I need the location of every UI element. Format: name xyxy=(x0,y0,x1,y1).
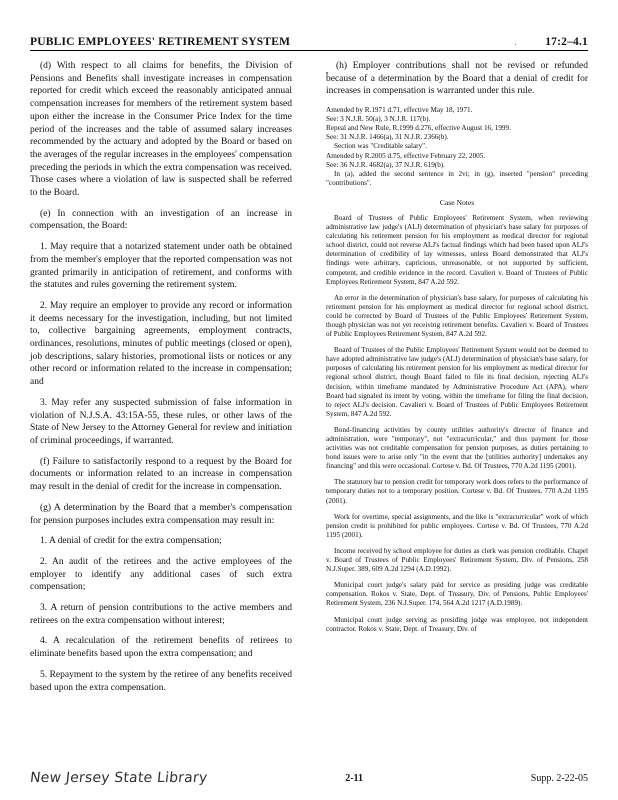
paragraph-e-1: 1. May require that a notarized statement under oath be obtained from the member's employer that the reported compensation was not granted primarily in anticipation of retirement, and conforms with the statutes and rules governing the retirement system. xyxy=(30,242,292,291)
history-line: Amended by R.1971 d.71, effective May 18, 1971. xyxy=(326,106,473,115)
scan-speck xyxy=(326,72,328,74)
paragraph-f: (f) Failure to satisfactorily respond to a request by the Board for documents or information related to an increase in compensation may result in the denial of credit for the increase in compensation. xyxy=(30,456,292,493)
case-note: Income received by school employee for duties as clerk was pension creditable. Chapel v. Board of Trustees of Public Employees' Retirement System, Div. of Pensions, 258 N.J.Super. 389, 609 A.2d 1294 (A.D.1992). xyxy=(326,546,588,574)
left-column xyxy=(30,60,292,702)
paragraph-d: (d) With respect to all claims for benefits, the Division of Pensions and Benefits shall investigate increases in compensation reported for credit which exceed the reasonably anticipated annual compensation increases for members of the retirement system based upon either the increase in the Consumer Price Index for the time period of the increases and the table of assumed salary increases recommended by the actuary and adopted by the Board or based on the averages of the regular increases in the employees' compensation preceding the periods in which the extra compensation was received. Those cases where a violation of law is suspected shall be referred to the Board. xyxy=(30,61,292,199)
library-watermark-logo: New Jersey State Library xyxy=(29,770,209,786)
history-line: Amended by R.2005 d.75, effective February 22, 2005. xyxy=(326,151,486,160)
case-note: Board of Trustees of the Public Employees' Retirement System would not be deemed to have adopted administrative law judge's (ALJ) determination of physician's base salary, for purposes of calculating his retirement pension for his employment as medical director for regional school district, though Board failed to file its final decision, rejecting ALJ's decision, within timeframe mandated by Administrative Procedure Act (APA), where Board had signaled its intent by voting, within the timeframe for filing the final decision, to reject ALJ's decision. Cavalieri v. Board of Trustees of Public Employees Retirement System, 847 A.2d 592. xyxy=(326,346,588,418)
supplement-date: Supp. 2-22-05 xyxy=(530,772,588,784)
case-note: Municipal court judge's salary paid for service as presiding judge was creditable compensation. Rokos v. State, Dept. of Treasury, Div. of Pensions, Public Employees' Retirement System, 236 N.J.Super. 174, 564 A.2d 1217 (A.D.1989). xyxy=(326,581,588,608)
case-notes-heading: Case Notes xyxy=(439,197,475,207)
history-line: See: 36 N.J.R. 4682(a), 37 N.J.R. 619(b). xyxy=(326,160,445,169)
paragraph-g-2: 2. An audit of the retirees and the active employees of the employer to identify any additional cases of such extra compensation; xyxy=(30,556,292,593)
paragraph-e-3: 3. May refer any suspected submission of false information in violation of N.J.S.A. 43:15A-55, these rules, or other laws of the State of New Jersey to the Attorney General for review and initiation of criminal proceedings, if warranted. xyxy=(30,397,292,446)
running-header xyxy=(30,30,588,51)
case-note: Bond-financing activities by county utilities authority's director of finance and administration, were "temporary", not "extracurricular," and thus payment for those activities was not creditable compensation for pension purposes, as duties pertaining to bond issues were to arise only "in the event that the [utilities authority] undertakes any financing" and this were occasional. Cortese v. Bd. Of Trustees, 770 A.2d 1195 (2001). xyxy=(326,425,588,471)
case-note: Municipal court judge serving as presiding judge was employee, not independent contractor. Rokos v. State, Dept. of Treasury, Div. of xyxy=(326,615,588,633)
paragraph-g: (g) A determination by the Board that a member's compensation for pension purposes includes extra compensation may result in: xyxy=(30,502,292,526)
header-title: PUBLIC EMPLOYEES' RETIREMENT SYSTEM xyxy=(30,36,291,48)
page-number: 2-11 xyxy=(345,772,363,784)
scan-speck xyxy=(515,44,516,45)
case-note: The statutory bar to pension credit for temporary work does refers to the performance of temporary duties not to a temporary position. Cortese v. Bd. Of Trustees, 770 A.2d 1195 (2001). xyxy=(326,478,588,505)
history-line: See: 31 N.J.R. 1466(a), 31 N.J.R. 2366(b). xyxy=(326,133,449,142)
paragraph-e: (e) In connection with an investigation of an increase in compensation, the Board: xyxy=(30,208,292,232)
paragraph-e-2: 2. May require an employer to provide any record or information it deems necessary for the investigation, including, but not limited to, collective bargaining agreements, employment contracts, ordinances, resolutions, minutes of public meetings (closed or open), job descriptions, salary histories, promotional lists or notices or any other record or information related to the increase in compensation; and xyxy=(30,300,292,388)
history-line: In (a), added the second sentence in 2vi; in (g), inserted "pension" preceding "contributions". xyxy=(326,169,588,187)
case-note: Work for overtime, special assignments, and the like is "extracurricular" work of which pension credit is prohibited for public employees. Cortese v. Bd. Of Trustees, 770 A.2d 1195 (2001). xyxy=(326,512,588,539)
paragraph-g-1: 1. A denial of credit for the extra compensation; xyxy=(40,536,222,547)
history-line: See: 3 N.J.R. 50(a), 3 N.J.R. 117(b). xyxy=(326,115,431,124)
case-note: Board of Trustees of Public Employees' Retirement System, when reviewing administrative law judge's (ALJ) determination of physician's base salary for purposes of calculating his retirement pension for his employment as medical director for regional school district, could not reverse ALJ's factual findings which had been based upon ALJ's determination of credibility of lay witnesses, unless Board demonstrated that ALJ's findings were arbitrary, capricious, unreasonable, or not supported by sufficient, competent, and credible evidence in the record. Cavalieri v. Board of Trustees of Public Employees Retirement System, 847 A.2d 592. xyxy=(326,213,588,286)
source-history xyxy=(326,106,588,188)
right-column xyxy=(326,60,588,641)
paragraph-g-4: 4. A recalculation of the retirement benefits of retirees to eliminate benefits based upon the extra compensation; and xyxy=(30,636,292,660)
page-footer xyxy=(30,768,588,788)
history-line: Repeal and New Rule, R.1999 d.276, effective August 16, 1999. xyxy=(326,124,511,133)
paragraph-h: (h) Employer contributions shall not be revised or refunded because of a determination by the Board that a denial of credit for increases in compensation is warranted under this rule. xyxy=(326,61,588,97)
history-line: Section was "Creditable salary". xyxy=(334,142,427,151)
case-note: An error in the determination of physician's base salary, for purposes of calculating his retirement pension for his employment as medical director for regional school district, could be corrected by Board of Trustees of the Public Employees' Retirement System, though physician was not yet receiving retirement benefits. Cavalieri v. Board of Trustees of Public Employees Retirement System, 847 A.2d 592. xyxy=(326,293,588,339)
paragraph-g-3: 3. A return of pension contributions to the active members and retirees on the extra compensation without interest; xyxy=(30,603,292,626)
paragraph-g-5: 5. Repayment to the system by the retiree of any benefits received based upon the extra compensation. xyxy=(30,669,292,693)
header-section-number: 17:2–4.1 xyxy=(545,36,588,48)
